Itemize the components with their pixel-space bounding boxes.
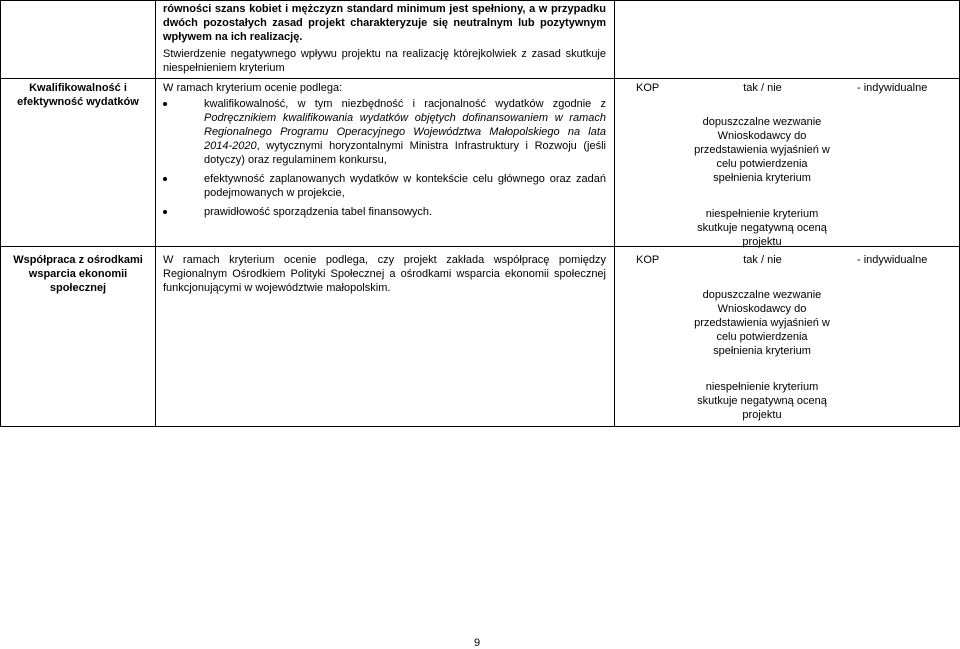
failure-consequence: niespełnienie kryterium skutkuje negatywną oceną projektu <box>697 208 827 248</box>
criterion-intro: W ramach kryterium ocenie podlega: <box>163 82 343 94</box>
list-item <box>204 205 606 219</box>
correction-note: dopuszczalne wezwanie Wnioskodawcy do przedstawienia wyjaśnień w celu potwierdzenia spełnienia kryterium <box>694 116 830 184</box>
negative-impact-note: Stwierdzenie negatywnego wpływu projektu na realizację którejkolwiek z zasad skutkuje niespełnieniem kryterium <box>163 48 606 74</box>
bullet-icon <box>163 210 167 214</box>
failure-consequence: niespełnienie kryterium skutkuje negatywną oceną projektu <box>697 381 827 421</box>
bullet-text: kwalifikowalność, w tym niezbędność i racjonalność wydatków zgodnie z <box>204 98 606 110</box>
bullet-text: efektywność zaplanowanych wydatków w kontekście celu głównego oraz zadań podejmowanych w projekcie, <box>204 173 606 199</box>
evaluating-body: KOP <box>636 82 660 94</box>
bullet-text: prawidłowość sporządzenia tabel finansowych. <box>204 206 433 218</box>
criterion-type: - indywidualne <box>857 82 928 94</box>
criterion-name: Współpraca z ośrodkami wsparcia ekonomii społecznej <box>13 254 143 294</box>
col-divider <box>155 0 156 427</box>
answer-options: tak / nie <box>743 82 782 94</box>
list-item <box>204 172 606 200</box>
bullet-text-italic: Podręcznikiem kwalifikowania wydatków objętych dofinansowaniem w ramach Regionalnego Programu Operacyjnego Województwa Małopolskiego na lata 2014-2020 <box>204 112 606 152</box>
evaluating-body: KOP <box>636 254 660 266</box>
list-item <box>204 97 606 167</box>
row-divider <box>0 78 960 79</box>
correction-note: dopuszczalne wezwanie Wnioskodawcy do przedstawienia wyjaśnień w celu potwierdzenia spełnienia kryterium <box>694 289 830 357</box>
page-number: 9 <box>474 637 481 649</box>
bullet-icon <box>163 102 167 106</box>
criterion-type: - indywidualne <box>857 254 928 266</box>
criterion-bullet-list <box>204 97 606 219</box>
table-border-bottom <box>0 426 960 427</box>
answer-options: tak / nie <box>743 254 782 266</box>
table-border-top <box>0 0 960 1</box>
col-divider <box>0 0 1 427</box>
criterion-name: Kwalifikowalność i efektywność wydatków <box>17 82 139 108</box>
bullet-icon <box>163 177 167 181</box>
bullet-text: , wytycznymi horyzontalnymi Ministra Infrastruktury i Rozwoju (jeśli dotyczy) oraz regulaminem konkursu, <box>204 140 606 166</box>
criterion-description: W ramach kryterium ocenie podlega, czy projekt zakłada współpracę pomiędzy Regionalnym Ośrodkiem Polityki Społecznej a ośrodkami wsparcia ekonomii społecznej funkcjonującymi w województwie małopolskim. <box>163 254 606 294</box>
col-divider <box>614 0 615 427</box>
equality-conditions-text: równości szans kobiet i mężczyzn standard minimum jest spełniony, a w przypadku dwóch pozostałych zasad projekt charakteryzuje się neutralnym lub pozytywnym wpływem na ich realizację. <box>163 3 606 43</box>
